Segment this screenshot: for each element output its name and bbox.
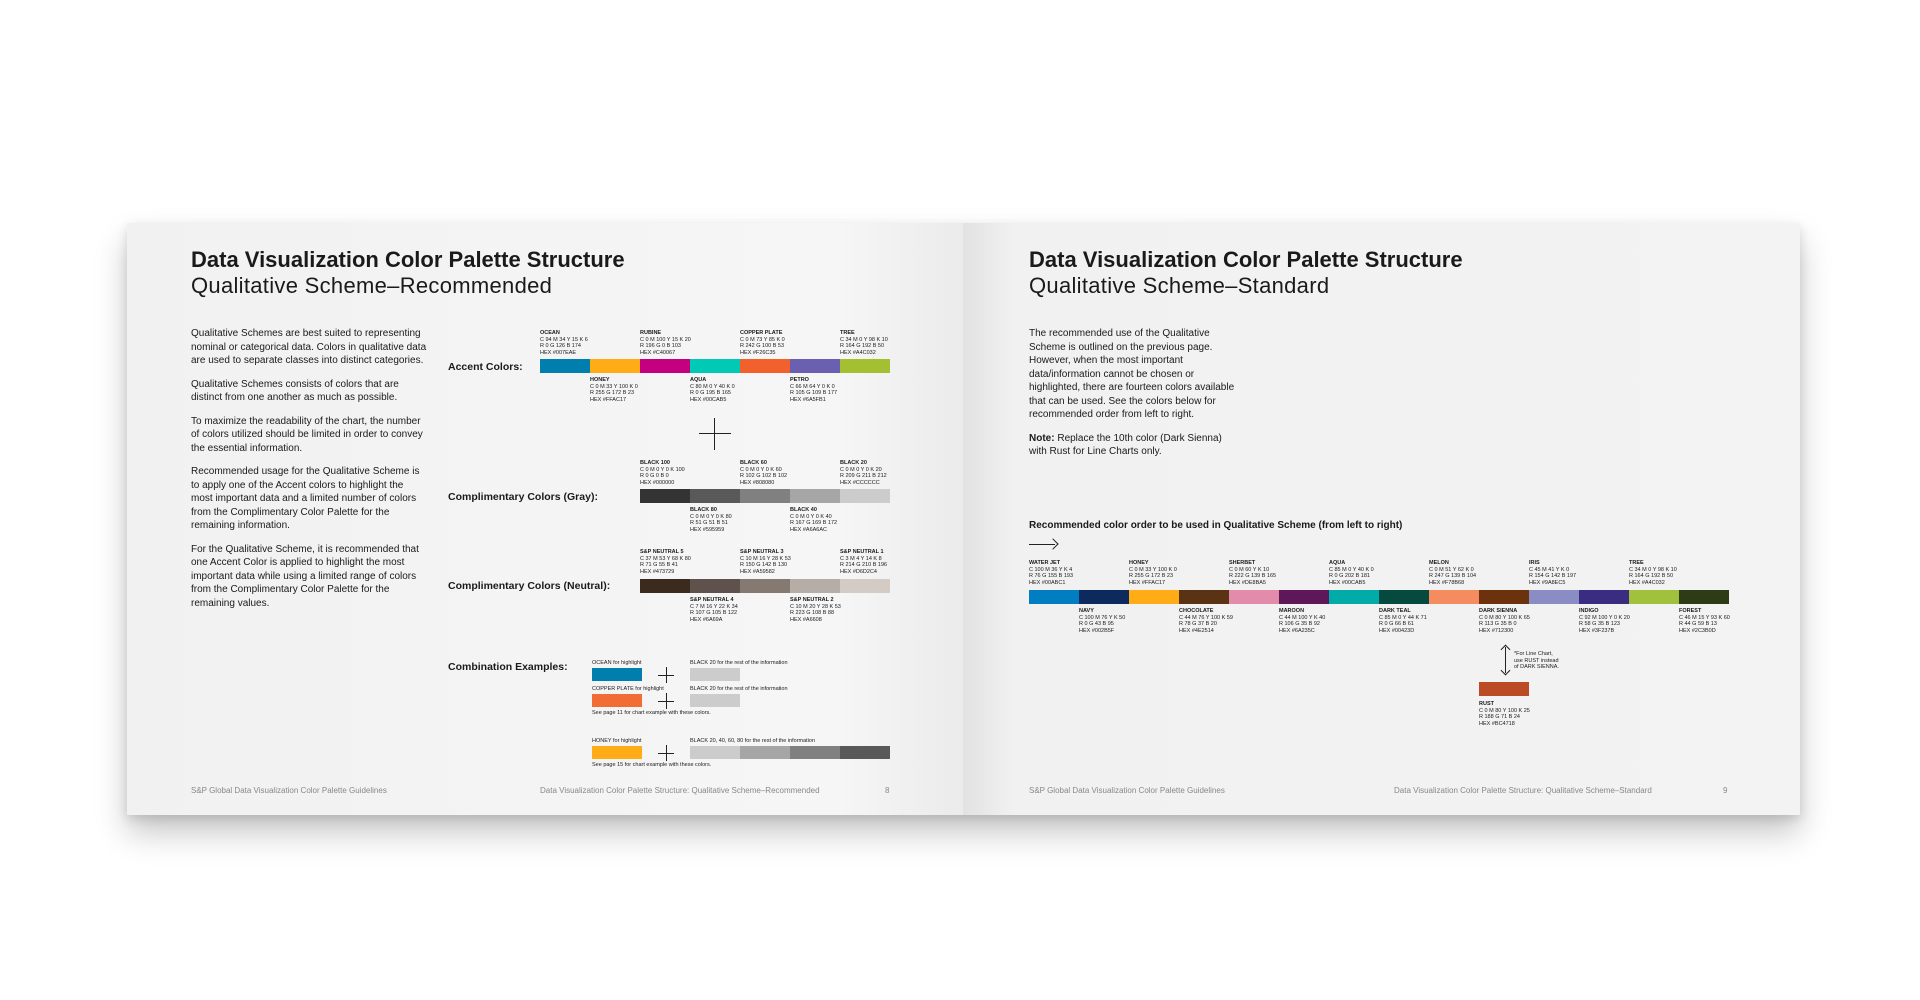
color-segment bbox=[1279, 590, 1329, 604]
rust-spec: RUST C 0 M 80 Y 100 K 25 R 188 G 71 B 24 HEX #BC4718 bbox=[1479, 701, 1530, 727]
plus-icon bbox=[699, 418, 731, 450]
note bbox=[1029, 432, 1239, 459]
page-title: Data Visualization Color Palette Structure bbox=[1029, 247, 1463, 272]
page-title: Data Visualization Color Palette Structure bbox=[191, 247, 625, 272]
color-segment bbox=[540, 359, 590, 373]
color-spec: S&P NEUTRAL 3 C 10 M 16 Y 28 K 53 R 150 G 142 B 130 HEX #A59582 bbox=[740, 549, 791, 575]
swap-arrow-icon bbox=[1500, 645, 1510, 675]
color-segment bbox=[840, 359, 890, 373]
combination-examples-label: Combination Examples: bbox=[448, 661, 568, 673]
color-spec: HONEY C 0 M 33 Y 100 K 0 R 255 G 172 B 23 HEX #FFAC17 bbox=[590, 377, 638, 403]
combo-highlight-label: COPPER PLATE for highlight bbox=[592, 686, 664, 692]
rust-swatch bbox=[1479, 682, 1529, 696]
footer-section: Data Visualization Color Palette Structure: Qualitative Scheme–Standard bbox=[1394, 786, 1652, 795]
plus-icon bbox=[658, 667, 674, 683]
color-spec: MAROON C 44 M 100 Y K 40 R 106 G 35 B 92 HEX #6A235C bbox=[1279, 608, 1326, 634]
gray-color-bar bbox=[640, 489, 890, 503]
color-spec: AQUA C 80 M 0 Y 40 K 0 R 0 G 195 B 165 HEX #00CAB5 bbox=[690, 377, 735, 403]
color-segment bbox=[740, 579, 790, 593]
color-segment bbox=[1579, 590, 1629, 604]
color-segment bbox=[1129, 590, 1179, 604]
color-segment bbox=[1529, 590, 1579, 604]
color-segment bbox=[1479, 590, 1529, 604]
note-label: Note: bbox=[1029, 432, 1055, 444]
color-segment bbox=[1329, 590, 1379, 604]
color-spec: AQUA C 85 M 0 Y 40 K 0 R 0 G 202 B 181 HEX #00CAB5 bbox=[1329, 560, 1374, 586]
color-segment bbox=[740, 489, 790, 503]
intro-text bbox=[1029, 327, 1239, 469]
ocean-swatch bbox=[592, 668, 642, 681]
combo-note: See page 15 for chart example with these colors. bbox=[592, 762, 712, 768]
order-heading: Recommended color order to be used in Qualitative Scheme (from left to right) bbox=[1029, 520, 1403, 531]
color-spec: COPPER PLATE C 0 M 73 Y 85 K 0 R 242 G 100 B 53 HEX #F26C35 bbox=[740, 330, 785, 356]
color-segment bbox=[1629, 590, 1679, 604]
page-subtitle: Qualitative Scheme–Standard bbox=[1029, 273, 1330, 298]
color-segment bbox=[590, 359, 640, 373]
color-segment bbox=[1229, 590, 1279, 604]
color-spec: MELON C 0 M 51 Y 62 K 0 R 247 G 139 B 104 HEX #F78B68 bbox=[1429, 560, 1477, 586]
combo-rest-label: BLACK 20, 40, 60, 80 for the rest of the information bbox=[690, 738, 816, 744]
accent-color-bar bbox=[540, 359, 890, 373]
color-spec: SHERBET C 0 M 60 Y K 10 R 222 G 139 B 165 HEX #DE8BA5 bbox=[1229, 560, 1277, 586]
color-spec: BLACK 60 C 0 M 0 Y 0 K 60 R 102 G 102 B 102 HEX #808080 bbox=[740, 460, 788, 486]
paragraph: For the Qualitative Scheme, it is recommended that one Accent Color is applied to highlight the most important data while using a limited range of colors from the Complimentary Color Palette for the remaining values. bbox=[191, 543, 419, 609]
intro-text bbox=[191, 327, 427, 620]
color-segment bbox=[840, 489, 890, 503]
note-text: Replace the 10th color (Dark Sienna) with Rust for Line Charts only. bbox=[1029, 432, 1222, 457]
color-segment bbox=[740, 359, 790, 373]
color-spec: OCEAN C 94 M 34 Y 15 K 6 R 0 G 126 B 174 HEX #007EAE bbox=[540, 330, 588, 356]
color-spec: BLACK 40 C 0 M 0 Y 0 K 40 R 167 G 169 B 172 HEX #A6A6AC bbox=[790, 507, 838, 533]
color-segment bbox=[790, 579, 840, 593]
combo-highlight-label: HONEY for highlight bbox=[592, 738, 642, 744]
color-segment bbox=[840, 579, 890, 593]
color-spec: TREE C 34 M 0 Y 98 K 10 R 164 G 192 B 50 HEX #A4C032 bbox=[840, 330, 888, 356]
neutral-colors-label: Complimentary Colors (Neutral): bbox=[448, 580, 611, 592]
arrow-right-icon bbox=[1029, 539, 1057, 549]
color-spec: DARK TEAL C 85 M 0 Y 44 K 71 R 0 G 66 B 61 HEX #00423D bbox=[1379, 608, 1427, 634]
left-page bbox=[127, 223, 963, 815]
color-spec: CHOCOLATE C 44 M 76 Y 100 K 59 R 78 G 37 B 20 HEX #4E2514 bbox=[1179, 608, 1233, 634]
standard-color-bar bbox=[1029, 590, 1729, 604]
color-segment bbox=[1379, 590, 1429, 604]
black20-swatch bbox=[690, 694, 740, 707]
right-page bbox=[963, 223, 1800, 815]
paragraph: Qualitative Schemes are best suited to representing nominal or categorical data. Colors in qualitative data are used to separate classes into distinct categories. bbox=[191, 328, 427, 366]
color-spec: RUBINE C 0 M 100 Y 15 K 20 R 196 G 0 B 103 HEX #C40067 bbox=[640, 330, 691, 356]
footer-section: Data Visualization Color Palette Structure: Qualitative Scheme–Recommended bbox=[540, 786, 820, 795]
plus-icon bbox=[658, 693, 674, 709]
color-segment bbox=[740, 746, 790, 759]
color-segment bbox=[790, 746, 840, 759]
plus-icon bbox=[658, 745, 674, 761]
paragraph: Recommended usage for the Qualitative Scheme is to apply one of the Accent colors to highlight the most important data and a limited number of colors from the Complimentary Color Palette for the remaining information. bbox=[191, 466, 420, 531]
page-subtitle: Qualitative Scheme–Recommended bbox=[191, 273, 553, 298]
color-segment bbox=[1029, 590, 1079, 604]
color-segment bbox=[690, 489, 740, 503]
color-segment bbox=[690, 746, 740, 759]
color-spec: PETRO C 66 M 64 Y 0 K 0 R 105 G 109 B 177 HEX #6A5FB1 bbox=[790, 377, 838, 403]
color-segment bbox=[690, 579, 740, 593]
page-number: 8 bbox=[885, 786, 890, 795]
combo-rest-label: BLACK 20 for the rest of the information bbox=[690, 686, 788, 692]
color-spec: S&P NEUTRAL 4 C 7 M 16 Y 22 K 34 R 107 G 105 B 122 HEX #6A69A bbox=[690, 597, 738, 623]
color-spec: S&P NEUTRAL 5 C 37 M 53 Y 68 K 80 R 71 G 55 B 41 HEX #473729 bbox=[640, 549, 691, 575]
color-segment bbox=[790, 359, 840, 373]
accent-colors-label: Accent Colors: bbox=[448, 361, 523, 373]
honey-swatch bbox=[592, 746, 642, 759]
page-number: 9 bbox=[1723, 786, 1728, 795]
color-spec: BLACK 100 C 0 M 0 Y 0 K 100 R 0 G 0 B 0 HEX #000000 bbox=[640, 460, 685, 486]
combo-rest-label: BLACK 20 for the rest of the information bbox=[690, 660, 788, 666]
color-spec: WATER JET C 100 M 36 Y K 4 R 76 G 155 B 193 HEX #00ABC1 bbox=[1029, 560, 1074, 586]
color-spec: S&P NEUTRAL 1 C 3 M 4 Y 14 K 8 R 214 G 210 B 196 HEX #D6D2C4 bbox=[840, 549, 888, 575]
color-segment bbox=[1179, 590, 1229, 604]
color-segment bbox=[1079, 590, 1129, 604]
color-segment bbox=[1679, 590, 1729, 604]
color-spec: S&P NEUTRAL 2 C 10 M 20 Y 28 K 53 R 223 G 108 B 88 HEX #A6608 bbox=[790, 597, 841, 623]
neutral-color-bar bbox=[640, 579, 890, 593]
footer-brand: S&P Global Data Visualization Color Palette Guidelines bbox=[1029, 786, 1225, 795]
color-segment bbox=[690, 359, 740, 373]
color-spec: IRIS C 45 M 41 Y K 0 R 154 G 142 B 197 HEX #9A8EC5 bbox=[1529, 560, 1577, 586]
gray-colors-label: Complimentary Colors (Gray): bbox=[448, 491, 598, 503]
color-spec: HONEY C 0 M 33 Y 100 K 0 R 255 G 172 B 23 HEX #FFAC17 bbox=[1129, 560, 1177, 586]
color-spec: TREE C 34 M 0 Y 98 K 10 R 164 G 192 B 50 HEX #A4C032 bbox=[1629, 560, 1677, 586]
black20-swatch bbox=[690, 668, 740, 681]
line-chart-note: *For Line Chart, use RUST instead of DARK SIENNA. bbox=[1514, 651, 1559, 671]
footer-brand: S&P Global Data Visualization Color Palette Guidelines bbox=[191, 786, 387, 795]
color-spec: FOREST C 46 M 15 Y 93 K 60 R 44 G 59 B 13 HEX #2C3B0D bbox=[1679, 608, 1730, 634]
color-spec: DARK SIENNA C 0 M 80 Y 100 K 65 R 113 G 35 B 0 HEX #712300 bbox=[1479, 608, 1530, 634]
paragraph: Qualitative Schemes consists of colors that are distinct from one another as much as possible. bbox=[191, 378, 399, 403]
color-segment bbox=[840, 746, 890, 759]
color-segment bbox=[640, 489, 690, 503]
gray-scale-bar bbox=[690, 746, 890, 759]
color-segment bbox=[790, 489, 840, 503]
combo-highlight-label: OCEAN for highlight bbox=[592, 660, 642, 666]
color-segment bbox=[640, 579, 690, 593]
color-segment bbox=[1429, 590, 1479, 604]
color-spec: NAVY C 100 M 76 Y K 50 R 0 G 43 B 95 HEX #002B5F bbox=[1079, 608, 1126, 634]
brochure-spread bbox=[127, 223, 1800, 815]
color-segment bbox=[640, 359, 690, 373]
copper-plate-swatch bbox=[592, 694, 642, 707]
paragraph: To maximize the readability of the chart, the number of colors utilized should be limited in order to convey the essential information. bbox=[191, 415, 423, 454]
paragraph: The recommended use of the Qualitative Scheme is outlined on the previous page. However, when the most important data/information cannot be chosen or highlighted, there are fourteen colors available that can be used. See the colors below for recommended order from left to right. bbox=[1029, 328, 1235, 420]
color-spec: BLACK 20 C 0 M 0 Y 0 K 20 R 209 G 211 B 212 HEX #CCCCCC bbox=[840, 460, 887, 486]
color-spec: BLACK 80 C 0 M 0 Y 0 K 80 R 51 G 51 B 51 HEX #595959 bbox=[690, 507, 732, 533]
combo-note: See page 11 for chart example with these colors. bbox=[592, 710, 711, 716]
color-spec: INDIGO C 92 M 100 Y 0 K 20 R 58 G 35 B 123 HEX #3F237B bbox=[1579, 608, 1630, 634]
